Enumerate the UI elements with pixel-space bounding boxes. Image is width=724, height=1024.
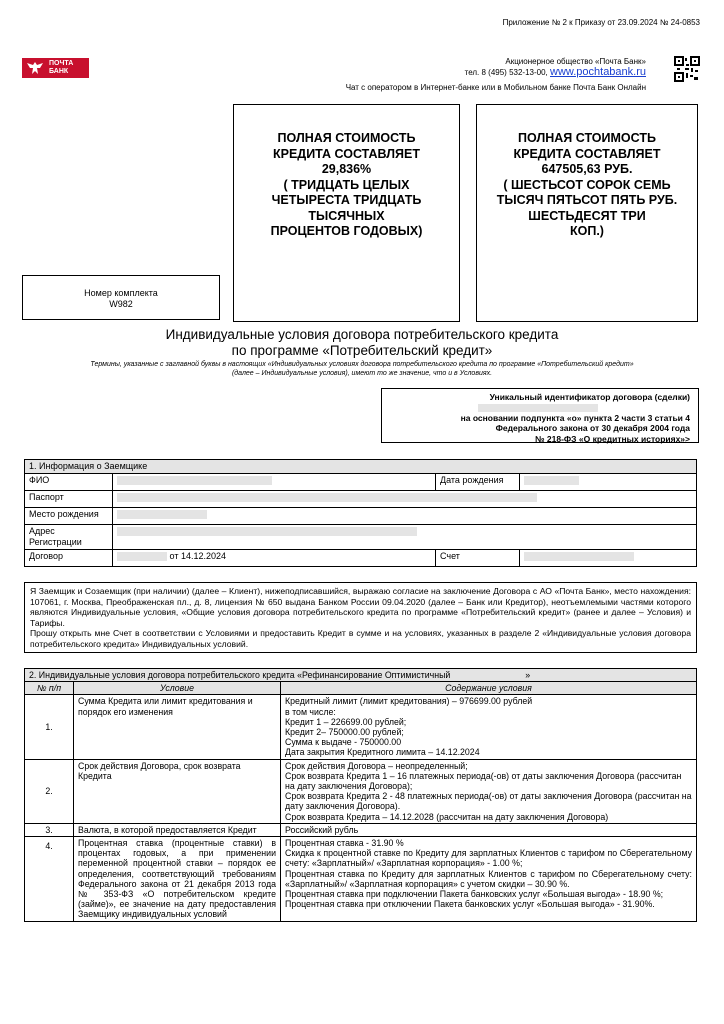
table-row <box>25 759 697 823</box>
birth-date-value <box>520 474 697 491</box>
terms-line: (далее – Индивидуальные условия), имеют то же значение, что и в Условиях. <box>231 370 493 377</box>
fio-label: ФИО <box>25 474 113 491</box>
psk-percent-line: КРЕДИТА СОСТАВЛЯЕТ <box>272 146 420 161</box>
logo-line-2: БАНК <box>49 68 69 75</box>
content-line: Срок возврата Кредита 1 – 16 платежных периода(-ов) от даты заключения Договора (рассчитан на дату заключения Договора); <box>285 770 682 792</box>
content-line: в том числе: <box>285 706 336 717</box>
psk-percent-box <box>233 104 460 322</box>
row-number: 1. <box>25 695 74 759</box>
birth-date-label: Дата рождения <box>436 474 520 491</box>
conditions-table <box>24 668 697 922</box>
fio-value <box>113 474 436 491</box>
table-row <box>25 837 697 922</box>
qr-code-icon <box>674 56 700 82</box>
appendix-note: Приложение № 2 к Приказу от 23.09.2024 № 24-0853 <box>502 18 700 27</box>
table-row <box>25 823 697 836</box>
content-line: Дата закрытия Кредитного лимита – 14.12.2024 <box>285 747 480 758</box>
bank-website-link[interactable]: www.pochtabank.ru <box>550 66 646 78</box>
content-line: Процентная ставка по Кредиту для зарплатных Клиентов с тарифом по Сберегательному счету: «Зарплатный»/ «Зарплатная корпорация» с учетом скидки – 30.90 %. <box>285 868 692 889</box>
row-condition: Срок действия Договора, срок возврата Кредита <box>74 759 281 823</box>
row-number: 2. <box>25 759 74 823</box>
borrower-info-table <box>24 459 697 567</box>
content-line: Скидка к процентной ставке по Кредиту для зарплатных Клиентов с тарифом по Сберегательному счету: «Зарплатный»/ «Зарплатная корпорация» - 1.00 %; <box>285 848 692 869</box>
col-condition-header: Условие <box>74 682 281 695</box>
bank-logo <box>22 58 89 78</box>
terms-line: Термины, указанные с заглавной буквы в настоящих «Индивидуальных условиях договора потребительского кредита по программе «Потребительский кредит» <box>90 361 634 368</box>
row-content <box>281 837 697 922</box>
psk-rub-line: ШЕСТЬДЕСЯТ ТРИ <box>528 208 646 223</box>
kit-number-value: W982 <box>109 299 133 309</box>
borrower-info-header: 1. Информация о Заемщике <box>25 460 697 474</box>
title-line: по программе «Потребительский кредит» <box>231 343 493 358</box>
row-content <box>281 695 697 759</box>
content-line: Кредитный лимит (лимит кредитования) – 976699.00 рублей <box>285 696 533 707</box>
row-number: 4. <box>25 837 74 922</box>
passport-value <box>113 491 697 508</box>
psk-percent-line: ( ТРИДЦАТЬ ЦЕЛЫХ <box>283 177 410 192</box>
address-value <box>113 525 697 550</box>
row-number: 3. <box>25 823 74 836</box>
uid-line: № 218-ФЗ «О кредитных историях»> <box>535 433 690 444</box>
psk-percent-line: ПОЛНАЯ СТОИМОСТЬ <box>277 131 416 145</box>
conditions-header <box>25 669 697 682</box>
kit-number-label: Номер комплекта <box>84 288 158 298</box>
address-label: Адрес Регистрации <box>25 525 113 550</box>
content-line: Сумма к выдаче - 750000.00 <box>285 737 402 748</box>
psk-rub-line: ТЫСЯЧ ПЯТЬСОТ ПЯТЬ РУБ. <box>496 193 678 207</box>
row-condition: Сумма Кредита или лимит кредитования и порядок его изменения <box>74 695 281 759</box>
psk-rub-line: ПОЛНАЯ СТОИМОСТЬ <box>518 131 656 145</box>
bank-contacts <box>465 56 646 78</box>
psk-percent-line: ПРОЦЕНТОВ ГОДОВЫХ) <box>270 224 423 238</box>
content-line: Процентная ставка при отключении Пакета банковских услуг «Большая выгода» - 31.90%. <box>285 899 655 910</box>
psk-rub-line: КОП.) <box>570 224 604 238</box>
chat-note: Чат с оператором в Интернет-банке или в Мобильном банке Почта Банк Онлайн <box>345 83 646 92</box>
contract-date: от 14.12.2024 <box>169 551 226 561</box>
contract-value <box>113 550 436 567</box>
passport-label: Паспорт <box>25 491 113 508</box>
content-line: Процентная ставка - 31.90 % <box>285 838 404 849</box>
table-row <box>25 695 697 759</box>
psk-rub-line: ( ШЕСТЬСОТ СОРОК СЕМЬ <box>503 177 671 192</box>
request-paragraph: Прошу открыть мне Счет в соответствии с Условиями и предоставить Кредит в сумме и на условиях, указанных в разделе 2 «Индивидуальные условия договора потребительского кредита» Индивидуальных условий. <box>30 628 691 649</box>
uid-label: Уникальный идентификатор договора (сделки) <box>489 392 690 402</box>
bank-name: Акционерное общество «Почта Банк» <box>505 57 646 66</box>
psk-rub-box <box>476 104 698 322</box>
psk-percent-line: ЧЕТЫРЕСТА ТРИДЦАТЬ <box>271 193 422 207</box>
consent-paragraph: Я Заемщик и Созаемщик (при наличии) (далее – Клиент), нижеподписавшийся, выражаю согласие на заключение Договора с АО «Почта Банк», место нахождения: 107061, г. Москва, Преображенская пл., д. 8, лицензия № 650 выдана Банком России 09.04.2020 (далее – Банк или Кредитор), неотъемлемыми частями которого являются Индивидуальные условия, «Общие условия договора потребительского кредита по программе «Потребительский кредит» (ранее и далее – Условия) и Тарифы. <box>30 586 691 628</box>
eagle-icon <box>25 60 45 76</box>
redacted-field <box>478 404 598 412</box>
consent-block <box>24 582 697 653</box>
uid-line: Федерального закона от 30 декабря 2004 года <box>495 423 690 433</box>
content-line: Кредит 2– 750000.00 рублей; <box>285 727 404 738</box>
psk-percent-line: ТЫСЯЧНЫХ <box>308 208 385 223</box>
content-line: Срок возврата Кредита 2 - 48 платежных периода(-ов) от даты заключения Договора (рассчитан на дату заключения Договора). <box>285 791 692 812</box>
content-line: Кредит 1 – 226699.00 рублей; <box>285 716 407 727</box>
col-num-header: № п/п <box>25 682 74 695</box>
birthplace-value <box>113 508 697 525</box>
unique-identifier-box <box>381 388 699 443</box>
account-value <box>520 550 697 567</box>
terms-note <box>0 360 724 378</box>
psk-rub-line: КРЕДИТА СОСТАВЛЯЕТ <box>513 146 661 161</box>
row-condition: Процентная ставка (процентные ставки) в процентах годовых, а при применении переменной процентной ставки – порядок ее определения, соответствующий требованиям Федерального закона от 21 декабря 2013 года № 353-ФЗ «О потребительском кредите (займе)», ее значение на дату предоставления Заемщику индивидуальных условий <box>74 837 281 922</box>
row-content: Российский рубль <box>281 823 697 836</box>
content-line: Процентная ставка при подключении Пакета банковских услуг «Большая выгода» - 18.90 %; <box>285 889 664 900</box>
bank-phone: тел. 8 (495) 532-13-00, <box>464 68 548 77</box>
title-line: Индивидуальные условия договора потребительского кредита <box>165 327 559 342</box>
content-line: Срок действия Договора – неопределенный; <box>285 760 468 771</box>
row-condition: Валюта, в которой предоставляется Кредит <box>74 823 281 836</box>
birthplace-label: Место рождения <box>25 508 113 525</box>
psk-rub-value: 647505,63 РУБ. <box>541 162 633 176</box>
row-content <box>281 759 697 823</box>
contract-label: Договор <box>25 550 113 567</box>
conditions-header-suffix: » <box>525 670 531 680</box>
psk-percent-value: 29,836% <box>321 162 372 176</box>
col-content-header: Содержание условия <box>281 682 697 695</box>
conditions-header-text: 2. Индивидуальные условия договора потребительского кредита «Рефинансирование Оптимистичный <box>29 670 451 680</box>
uid-line: на основании подпункта «о» пункта 2 части 3 статьи 4 <box>460 412 690 423</box>
kit-number-box <box>22 275 220 320</box>
document-title <box>0 327 724 359</box>
account-label: Счет <box>436 550 520 567</box>
content-line: Срок возврата Кредита – 14.12.2028 (рассчитан на дату заключения Договора) <box>285 811 609 822</box>
logo-line-1: ПОЧТА <box>49 60 74 67</box>
